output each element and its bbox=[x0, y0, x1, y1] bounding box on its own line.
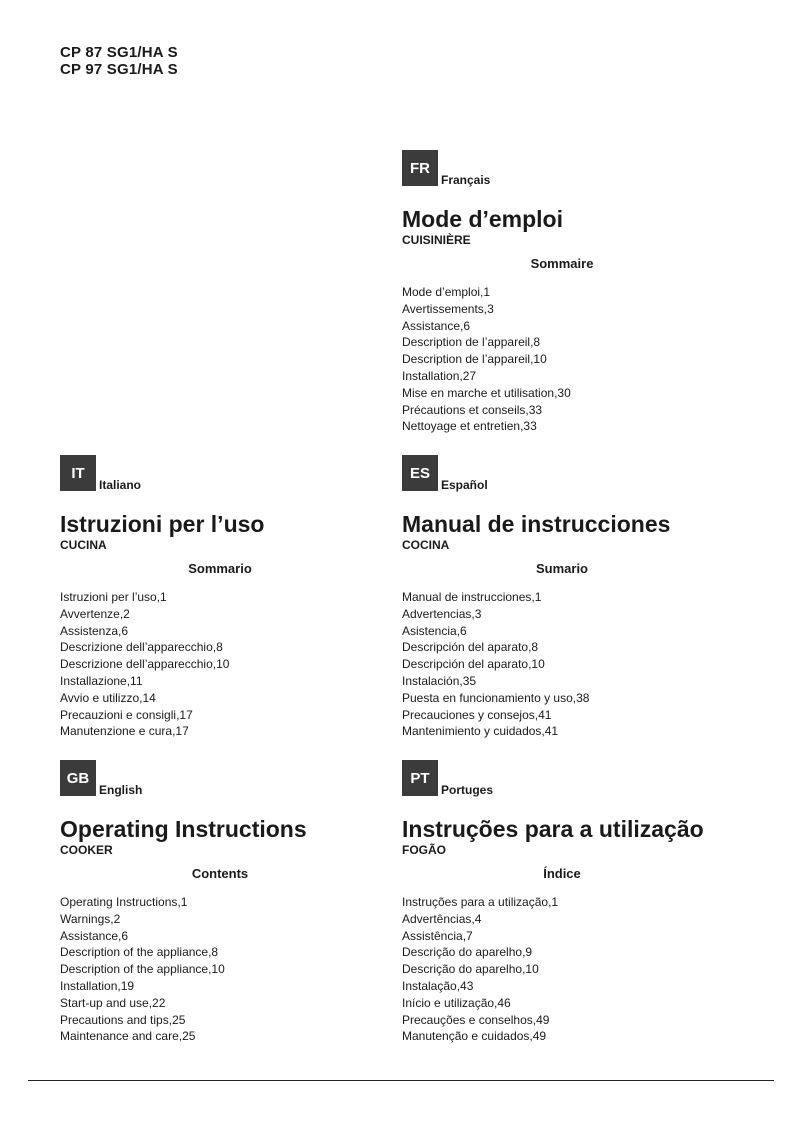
section-subtitle: COCINA bbox=[402, 538, 450, 552]
model-number-2: CP 97 SG1/HA S bbox=[60, 61, 178, 78]
toc-item: Descripción del aparato,10 bbox=[402, 657, 545, 672]
toc-list bbox=[402, 284, 747, 435]
section-title: Manual de instrucciones bbox=[402, 511, 671, 537]
toc-item: Precauciones y consejos,41 bbox=[402, 707, 552, 722]
language-badge-row bbox=[402, 455, 747, 491]
toc-item: Descrição do aparelho,9 bbox=[402, 945, 533, 960]
toc-item: Advertencias,3 bbox=[402, 606, 482, 621]
toc-item: Precauzioni e consigli,17 bbox=[60, 707, 193, 722]
toc-item: Assistenza,6 bbox=[60, 623, 129, 638]
section-spanish bbox=[402, 455, 747, 740]
toc-heading: Contents bbox=[191, 866, 249, 881]
language-name: Español bbox=[441, 478, 488, 492]
toc-item: Instruções para a utilização,1 bbox=[402, 895, 559, 909]
toc-item: Manutenção e cuidados,49 bbox=[402, 1029, 547, 1044]
toc-item: Installazione,11 bbox=[60, 673, 143, 688]
toc-item: Start-up and use,22 bbox=[60, 995, 166, 1010]
toc-heading: Índice bbox=[543, 866, 581, 881]
toc-item: Description de l’appareil,8 bbox=[402, 335, 541, 350]
toc-item: Assistance,6 bbox=[402, 318, 471, 333]
toc-item: Avvertenze,2 bbox=[60, 606, 130, 621]
toc-item: Manutenzione e cura,17 bbox=[60, 724, 189, 739]
toc-item: Nettoyage et entretien,33 bbox=[402, 419, 537, 434]
toc-item: Assistance,6 bbox=[60, 928, 129, 943]
language-badge-row bbox=[60, 455, 405, 491]
toc-item: Advertências,4 bbox=[402, 911, 482, 926]
toc-list bbox=[402, 589, 747, 740]
toc-item: Description de l’appareil,10 bbox=[402, 352, 547, 367]
toc-item: Maintenance and care,25 bbox=[60, 1029, 196, 1044]
section-title: Mode d’emploi bbox=[402, 206, 563, 232]
section-subtitle: COOKER bbox=[60, 843, 113, 857]
toc-item: Installation,27 bbox=[402, 368, 477, 383]
toc-item: Instalación,35 bbox=[402, 673, 477, 688]
toc-item: Mantenimiento y cuidados,41 bbox=[402, 724, 559, 739]
section-title: Instruções para a utilização bbox=[402, 816, 704, 842]
language-badge-row bbox=[60, 760, 405, 796]
toc-item: Installation,19 bbox=[60, 978, 135, 993]
section-french bbox=[402, 150, 747, 435]
toc-item: Início e utilização,46 bbox=[402, 995, 511, 1010]
toc-item: Précautions et conseils,33 bbox=[402, 402, 543, 417]
toc-item: Istruzioni per l’uso,1 bbox=[60, 590, 167, 604]
toc-heading: Sumario bbox=[535, 561, 588, 576]
toc-item: Precauções e conselhos,49 bbox=[402, 1012, 550, 1027]
toc-item: Manual de instrucciones,1 bbox=[402, 590, 542, 604]
language-badge: FR bbox=[402, 150, 438, 186]
language-badge: ES bbox=[402, 455, 438, 491]
toc-list bbox=[402, 894, 747, 1045]
toc-item: Avvio e utilizzo,14 bbox=[60, 690, 156, 705]
model-number-1: CP 87 SG1/HA S bbox=[60, 44, 178, 61]
toc-item: Descrizione dell’apparecchio,10 bbox=[60, 657, 230, 672]
toc-item: Mise en marche et utilisation,30 bbox=[402, 385, 571, 400]
toc-list bbox=[60, 589, 405, 740]
language-name: English bbox=[99, 783, 143, 797]
language-badge: GB bbox=[60, 760, 96, 796]
toc-list bbox=[60, 894, 405, 1045]
section-subtitle: FOGÃO bbox=[402, 843, 446, 857]
section-portuguese bbox=[402, 760, 747, 1045]
language-badge: IT bbox=[60, 455, 96, 491]
toc-item: Description of the appliance,10 bbox=[60, 962, 225, 977]
toc-item: Descripción del aparato,8 bbox=[402, 640, 539, 655]
toc-item: Instalação,43 bbox=[402, 978, 474, 993]
toc-heading: Sommaire bbox=[530, 256, 594, 271]
language-badge-row bbox=[402, 150, 747, 186]
toc-item: Warnings,2 bbox=[60, 911, 121, 926]
toc-item: Precautions and tips,25 bbox=[60, 1012, 186, 1027]
language-name: Italiano bbox=[99, 478, 142, 492]
section-title: Operating Instructions bbox=[60, 816, 307, 842]
toc-item: Puesta en funcionamiento y uso,38 bbox=[402, 690, 590, 705]
section-subtitle: CUISINIÈRE bbox=[402, 233, 471, 247]
model-numbers bbox=[60, 44, 178, 78]
toc-item: Operating Instructions,1 bbox=[60, 895, 188, 909]
toc-item: Descrizione dell’apparecchio,8 bbox=[60, 640, 223, 655]
section-english bbox=[60, 760, 405, 1045]
language-badge: PT bbox=[402, 760, 438, 796]
toc-item: Mode d’emploi,1 bbox=[402, 285, 491, 299]
toc-item: Description of the appliance,8 bbox=[60, 945, 219, 960]
toc-item: Assistência,7 bbox=[402, 928, 473, 943]
language-name: Français bbox=[441, 173, 491, 187]
section-italian bbox=[60, 455, 405, 740]
section-subtitle: CUCINA bbox=[60, 538, 107, 552]
bottom-divider bbox=[28, 1080, 774, 1081]
toc-item: Avertissements,3 bbox=[402, 301, 494, 316]
toc-item: Asistencia,6 bbox=[402, 623, 467, 638]
language-badge-row bbox=[402, 760, 747, 796]
toc-item: Descrição do aparelho,10 bbox=[402, 962, 539, 977]
language-name: Portuges bbox=[441, 783, 494, 797]
section-title: Istruzioni per l’uso bbox=[60, 511, 265, 537]
toc-heading: Sommario bbox=[188, 561, 252, 576]
